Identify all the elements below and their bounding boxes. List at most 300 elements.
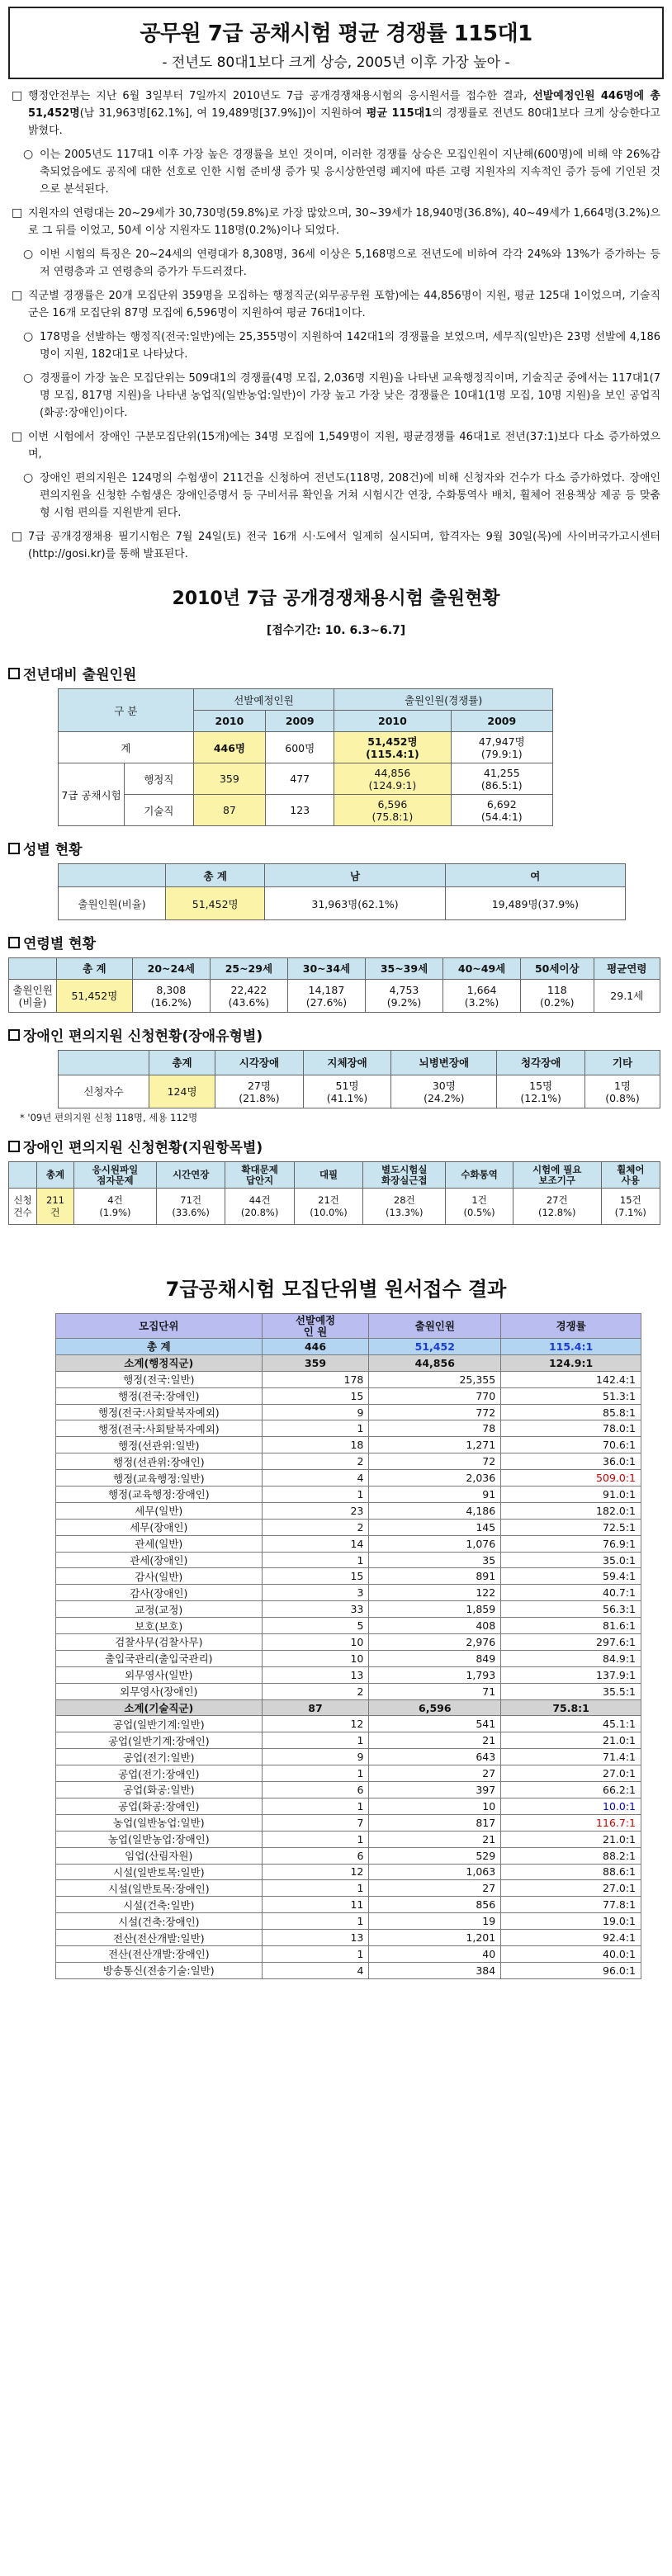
paragraph [12, 528, 660, 563]
table-row [56, 1666, 641, 1683]
table-cell: 15건 (7.1%) [601, 1189, 660, 1225]
table-row [9, 1189, 660, 1225]
header-cell: 경쟁률 [501, 1314, 641, 1339]
table-cell: 44건 (20.8%) [225, 1189, 294, 1225]
table-cell: 122 [369, 1585, 501, 1601]
table-cell: 1명 (0.8%) [584, 1075, 660, 1108]
heading-age: 연령별 현황 [8, 932, 664, 952]
table-cell: 10 [262, 1634, 369, 1651]
table-cell: 70.6:1 [501, 1437, 641, 1453]
table-cell: 공업(화공:일반) [56, 1782, 263, 1798]
header-cell [59, 1051, 149, 1075]
paragraph-text: 직군별 경쟁률은 20개 모집단위 359명을 모집하는 행정직군(외무공무원 포함)에는 44,856명이 지원, 평균 125대 1이었으며, 기술직군은 16개 모집단위 87명 모집에 6,596명이 지원하여 평균 76대1이다. [28, 290, 660, 319]
table-cell: 행정(전국:사회탈북자예외) [56, 1420, 263, 1437]
table-row [56, 1962, 641, 1978]
header-cell: 2009 [266, 711, 334, 732]
table-cell: 농업(일반농업:일반) [56, 1814, 263, 1831]
table-cell: 477 [266, 763, 334, 795]
table-cell: 15 [262, 1387, 369, 1404]
header-cell: 응시원파일 점자문제 [73, 1162, 156, 1189]
table-cell: 849 [369, 1650, 501, 1666]
circle-bullet-icon: ○ [23, 471, 34, 484]
table-cell: 15명 (12.1%) [497, 1075, 585, 1108]
table-cell: 75.8:1 [501, 1699, 641, 1716]
table-cell: 검찰사무(검찰사무) [56, 1634, 263, 1651]
table-cell: 2 [262, 1683, 369, 1699]
table-cell: 4,753 (9.2%) [365, 980, 442, 1013]
table-cell: 51명 (41.1%) [303, 1075, 391, 1108]
table-cell: 15 [262, 1568, 369, 1585]
table-cell: 2 [262, 1519, 369, 1535]
header-cell: 시간연장 [156, 1162, 225, 1189]
table-cell: 211 건 [37, 1189, 74, 1225]
header-cell: 시험에 필요 보조기구 [513, 1162, 601, 1189]
table-cell: 4,186 [369, 1502, 501, 1519]
table-cell: 384 [369, 1962, 501, 1978]
table-cell: 행정(선관위:장애인) [56, 1453, 263, 1470]
table-cell: 공업(전기:일반) [56, 1749, 263, 1765]
header-cell: 수화통역 [446, 1162, 513, 1189]
table-cell: 공업(일반기계:일반) [56, 1716, 263, 1732]
table-row [56, 1453, 641, 1470]
table-row [56, 1552, 641, 1568]
table-row [56, 1470, 641, 1487]
table-cell: 118 (0.2%) [521, 980, 594, 1013]
header-cell: 확대문제 답안지 [225, 1162, 294, 1189]
table-cell: 397 [369, 1782, 501, 1798]
table-cell: 45.1:1 [501, 1716, 641, 1732]
square-bullet-icon: □ [12, 430, 23, 443]
table-cell: 72.5:1 [501, 1519, 641, 1535]
paragraph [12, 287, 660, 322]
square-icon [8, 668, 20, 679]
table-cell: 51.3:1 [501, 1387, 641, 1404]
table-cell: 856 [369, 1897, 501, 1913]
table-row [56, 1487, 641, 1503]
header-cell: 40~49세 [443, 958, 521, 980]
header-cell: 여 [445, 864, 625, 887]
paragraph [12, 146, 660, 198]
table-row [56, 1732, 641, 1749]
disability-type-table [58, 1050, 660, 1108]
table-cell: 1건 (0.5%) [446, 1189, 513, 1225]
table-cell: 1 [262, 1913, 369, 1930]
table-cell: 계 [59, 732, 194, 763]
table-cell: 78.0:1 [501, 1420, 641, 1437]
header-cell: 2010 [334, 711, 451, 732]
table-cell: 21.0:1 [501, 1831, 641, 1847]
table-cell: 509.0:1 [501, 1470, 641, 1487]
header-cell [59, 864, 166, 887]
table-row [56, 1897, 641, 1913]
table-cell: 91.0:1 [501, 1487, 641, 1503]
table-cell: 관세(장애인) [56, 1552, 263, 1568]
table-cell: 14,187 (27.6%) [287, 980, 365, 1013]
heading-gender: 성별 현황 [8, 838, 664, 858]
table-cell: 행정직 [125, 763, 194, 795]
table-cell: 182.0:1 [501, 1502, 641, 1519]
table-cell: 방송통신(전송기술:일반) [56, 1962, 263, 1978]
header-row [56, 1314, 641, 1339]
table-cell: 51,452명 [166, 887, 265, 920]
table-row [56, 1519, 641, 1535]
table-row [56, 1913, 641, 1930]
header-cell: 대필 [294, 1162, 362, 1189]
table-cell: 1 [262, 1732, 369, 1749]
paragraph-text: 지원자의 연령대는 20~29세가 30,730명(59.8%)로 가장 많았으며, 30~39세가 18,940명(36.8%), 40~49세가 1,664명(3.2%)으로 그 뒤를 이었고, 50세 이상 지원자도 118명(0.2%)이나 되었다. [28, 207, 660, 237]
results-title: 7급공채시험 모집단위별 원서접수 결과 [165, 1278, 507, 1301]
header-cell: 20~24세 [132, 958, 210, 980]
paragraph [12, 246, 660, 281]
header-cell: 별도시험실 화장실근접 [363, 1162, 446, 1189]
table-cell: 72 [369, 1453, 501, 1470]
table-cell: 40.7:1 [501, 1585, 641, 1601]
header-cell: 출원인원 [369, 1314, 501, 1339]
header-cell: 남 [265, 864, 445, 887]
table-cell: 1,793 [369, 1666, 501, 1683]
table-cell: 공업(화공:장애인) [56, 1798, 263, 1814]
table-cell: 30명 (24.2%) [391, 1075, 497, 1108]
square-icon [8, 843, 20, 854]
table-cell: 92.4:1 [501, 1930, 641, 1946]
table-cell: 78 [369, 1420, 501, 1437]
table-cell: 관세(일반) [56, 1535, 263, 1552]
table-cell: 87 [262, 1699, 369, 1716]
header-cell: 뇌병변장애 [391, 1051, 497, 1075]
heading-yearly-comparison: 전년대비 출원인원 [8, 663, 664, 683]
table-cell: 25,355 [369, 1371, 501, 1387]
circle-bullet-icon: ○ [23, 330, 34, 343]
paragraph-text: 178명을 선발하는 행정직(전국:일반)에는 25,355명이 지원하여 142대1의 경쟁률을 보였으며, 세무직(일반)은 23명 선발에 4,186명이 지원, 182대1로 나타났다. [40, 331, 660, 361]
header-cell: 총계 [149, 1051, 215, 1075]
table-cell: 35 [369, 1552, 501, 1568]
table-row [9, 980, 660, 1013]
table-cell: 12 [262, 1864, 369, 1880]
table-cell: 124.9:1 [501, 1354, 641, 1371]
table-cell: 외무영사(일반) [56, 1666, 263, 1683]
table-cell: 27명 (21.8%) [215, 1075, 304, 1108]
table-row [56, 1535, 641, 1552]
table-cell: 19.0:1 [501, 1913, 641, 1930]
table-cell: 행정(선관위:일반) [56, 1437, 263, 1453]
table-cell: 4건 (1.9%) [73, 1189, 156, 1225]
table-cell: 21 [369, 1732, 501, 1749]
table-cell: 행정(교육행정:장애인) [56, 1487, 263, 1503]
table-cell: 출원인원 (비율) [9, 980, 57, 1013]
table-cell: 1,859 [369, 1601, 501, 1618]
table-cell: 1 [262, 1765, 369, 1782]
table-row [56, 1831, 641, 1847]
table-cell: 임업(산림자원) [56, 1847, 263, 1864]
table-row [59, 1075, 660, 1108]
header-cell: 총 계 [166, 864, 265, 887]
table-cell: 33 [262, 1601, 369, 1618]
table-cell: 시설(건축:장애인) [56, 1913, 263, 1930]
paragraph [12, 428, 660, 463]
table-cell: 23 [262, 1502, 369, 1519]
table-cell: 1,076 [369, 1535, 501, 1552]
table-cell: 세무(장애인) [56, 1519, 263, 1535]
table-cell: 359 [193, 763, 266, 795]
heading-disability-type: 장애인 편의지원 신청현황(장애유형별) [8, 1024, 664, 1045]
table-cell: 총 계 [56, 1339, 263, 1355]
table-cell: 6 [262, 1782, 369, 1798]
square-icon [8, 937, 20, 948]
table-row [56, 1568, 641, 1585]
table-cell: 27 [369, 1765, 501, 1782]
table-cell: 40 [369, 1945, 501, 1962]
table-cell: 36.0:1 [501, 1453, 641, 1470]
page [0, 7, 672, 1979]
table-row [56, 1814, 641, 1831]
paragraph [12, 205, 660, 239]
header-cell: 지체장애 [303, 1051, 391, 1075]
table-cell: 22,422 (43.6%) [210, 980, 287, 1013]
table-cell: 1,664 (3.2%) [443, 980, 521, 1013]
header-cell: 50세이상 [521, 958, 594, 980]
table-cell: 5 [262, 1618, 369, 1634]
table-row [56, 1437, 641, 1453]
table-cell: 3 [262, 1585, 369, 1601]
header-cell: 총 계 [57, 958, 133, 980]
table-cell: 446명 [193, 732, 266, 763]
table-cell: 27 [369, 1880, 501, 1897]
table-row [56, 1749, 641, 1765]
table-cell: 10 [369, 1798, 501, 1814]
header-row [9, 1162, 660, 1189]
table-cell: 297.6:1 [501, 1634, 641, 1651]
table-cell: 40.0:1 [501, 1945, 641, 1962]
table-cell: 9 [262, 1749, 369, 1765]
paragraph-text: 장애인 편의지원은 124명의 수험생이 211건을 신청하여 전년도(118명, 208건)에 비해 신청자와 건수가 다소 증가하였다. 장애인 편의지원을 신청한 수험생은 장애인증명서 등 구비서류 확인을 거쳐 시험시간 연장, 수화통역사 배치, 휠체어 전용책상 제공 등 맞춤형 시험 편의를 지원받게 된다. [40, 472, 660, 519]
table-cell: 84.9:1 [501, 1650, 641, 1666]
paragraph [12, 328, 660, 363]
table-row [56, 1765, 641, 1782]
yearly-comparison-table [58, 688, 553, 826]
table-cell: 96.0:1 [501, 1962, 641, 1978]
table-cell: 전산(전산개발:일반) [56, 1930, 263, 1946]
table-cell: 7 [262, 1814, 369, 1831]
table-cell: 76.9:1 [501, 1535, 641, 1552]
table-cell: 공업(일반기계:장애인) [56, 1732, 263, 1749]
table-cell: 137.9:1 [501, 1666, 641, 1683]
table-cell: 891 [369, 1568, 501, 1585]
table-cell: 신청 건수 [9, 1189, 37, 1225]
table-cell: 145 [369, 1519, 501, 1535]
header-cell [9, 958, 57, 980]
table-cell: 4 [262, 1962, 369, 1978]
table-row [56, 1634, 641, 1651]
table-cell: 56.3:1 [501, 1601, 641, 1618]
header-row [59, 1051, 660, 1075]
table-cell: 71건 (33.6%) [156, 1189, 225, 1225]
table-cell: 10 [262, 1650, 369, 1666]
table-cell: 기술직 [125, 795, 194, 826]
header-cell: 기타 [584, 1051, 660, 1075]
table-row [56, 1371, 641, 1387]
table-row [56, 1650, 641, 1666]
table-cell: 1 [262, 1798, 369, 1814]
table-row [56, 1864, 641, 1880]
table-cell: 59.4:1 [501, 1568, 641, 1585]
table-cell: 1,063 [369, 1864, 501, 1880]
table-row [56, 1716, 641, 1732]
table-cell: 출원인원(비율) [59, 887, 166, 920]
table-cell: 2,036 [369, 1470, 501, 1487]
table-cell: 9 [262, 1404, 369, 1420]
table-cell: 87 [193, 795, 266, 826]
application-period: [접수기간: 10. 6.3~6.7] [266, 624, 406, 637]
table-cell: 6,596 (75.8:1) [334, 795, 451, 826]
table-cell: 41,255 (86.5:1) [451, 763, 552, 795]
square-bullet-icon: □ [12, 89, 23, 102]
table-cell: 행정(전국:일반) [56, 1371, 263, 1387]
note: * '09년 편의지원 신청 118명, 세용 112명 [20, 1112, 198, 1123]
header-cell: 시각장애 [215, 1051, 304, 1075]
table-cell: 71.4:1 [501, 1749, 641, 1765]
table-cell: 359 [262, 1354, 369, 1371]
table-row [56, 1404, 641, 1420]
paragraph-text: 행정안전부는 지난 6월 3일부터 7일까지 2010년도 7급 공개경쟁채용시험의 응시원서를 접수한 결과, 선발예정인원 446명에 총 51,452명(남 31,963명[62.1%], 여 19,489명[37.9%])이 지원하여 평균 115대1의 경쟁률로 전년도 80대1보다 크게 상승한다고 밝혔다. [28, 90, 660, 137]
circle-bullet-icon: ○ [23, 371, 34, 385]
header-cell: 2009 [451, 711, 552, 732]
square-bullet-icon: □ [12, 530, 23, 543]
support-items-table [8, 1161, 660, 1225]
table-cell: 19,489명(37.9%) [445, 887, 625, 920]
table-cell: 행정(전국:장애인) [56, 1387, 263, 1404]
paragraph [12, 370, 660, 422]
table-cell: 772 [369, 1404, 501, 1420]
table-row [56, 1339, 641, 1355]
table-cell: 21.0:1 [501, 1732, 641, 1749]
table-cell: 18 [262, 1437, 369, 1453]
header-cell: 선발예정인원 [193, 689, 334, 711]
table-row [56, 1502, 641, 1519]
table-row [56, 1699, 641, 1716]
table-cell: 47,947명 (79.9:1) [451, 732, 552, 763]
table-cell: 감사(장애인) [56, 1585, 263, 1601]
paragraph [12, 87, 660, 139]
table-cell: 66.2:1 [501, 1782, 641, 1798]
table-row [56, 1585, 641, 1601]
paragraph-text: 경쟁률이 가장 높은 모집단위는 509대1의 경쟁률(4명 모집, 2,036명 지원)을 나타낸 교육행정직이며, 기술직군 중에서는 117대1(7명 모집, 817명 지원)을 나타낸 농업직(일반농업:일반)이 가장 높고 가장 낮은 경쟁률은 10대1(1명 모집, 10명 지원)을 보인 공업직(화공:장애인)이다. [40, 372, 660, 419]
table-cell: 77.8:1 [501, 1897, 641, 1913]
table-cell: 출입국관리(출입국관리) [56, 1650, 263, 1666]
title-box [8, 7, 664, 79]
results-by-unit-table [55, 1313, 641, 1979]
table-cell: 446 [262, 1339, 369, 1355]
table-cell: 보호(보호) [56, 1618, 263, 1634]
table-cell: 21건 (10.0%) [294, 1189, 362, 1225]
table-cell: 신청자수 [59, 1075, 149, 1108]
table-cell: 행정(전국:사회탈북자예외) [56, 1404, 263, 1420]
table-cell: 81.6:1 [501, 1618, 641, 1634]
table-cell: 88.2:1 [501, 1847, 641, 1864]
table-row [56, 1618, 641, 1634]
gender-table [58, 863, 626, 920]
table-row [56, 1354, 641, 1371]
table-cell: 6,596 [369, 1699, 501, 1716]
table-row [56, 1945, 641, 1962]
table-cell: 전산(전산개발:장애인) [56, 1945, 263, 1962]
summary-bullets [8, 79, 664, 563]
table-cell: 44,856 (124.9:1) [334, 763, 451, 795]
table-row [56, 1782, 641, 1798]
table-cell: 외무영사(장애인) [56, 1683, 263, 1699]
table-cell: 91 [369, 1487, 501, 1503]
age-table [8, 957, 660, 1013]
table-cell: 115.4:1 [501, 1339, 641, 1355]
table-row [56, 1930, 641, 1946]
table-row [56, 1420, 641, 1437]
table-cell: 1 [262, 1831, 369, 1847]
table-cell: 44,856 [369, 1354, 501, 1371]
header-cell: 선발예정 인 원 [262, 1314, 369, 1339]
table-cell: 13 [262, 1930, 369, 1946]
table-cell: 27.0:1 [501, 1880, 641, 1897]
table-cell: 27건 (12.8%) [513, 1189, 601, 1225]
paragraph-text: 이번 시험의 특징은 20~24세의 연령대가 8,308명, 36세 이상은 5,168명으로 전년도에 비하여 각각 24%와 13%가 증가하는 등 저 연령층과 고 연령층의 증가가 두드러졌다. [40, 248, 660, 278]
table-row [56, 1847, 641, 1864]
table-cell: 6 [262, 1847, 369, 1864]
table-cell: 51,452명 (115.4:1) [334, 732, 451, 763]
table-cell: 6,692 (54.4:1) [451, 795, 552, 826]
header-cell: 청각장애 [497, 1051, 585, 1075]
header-cell: 30~34세 [287, 958, 365, 980]
header-cell: 35~39세 [365, 958, 442, 980]
table-cell: 817 [369, 1814, 501, 1831]
table-cell: 71 [369, 1683, 501, 1699]
table-cell: 7급 공채시험 [59, 763, 125, 826]
table-row [56, 1601, 641, 1618]
page-title: 공무원 7급 공채시험 평균 경쟁률 115대1 [140, 21, 532, 46]
table-cell: 19 [369, 1913, 501, 1930]
table-cell: 소계(행정직군) [56, 1354, 263, 1371]
paragraph [12, 470, 660, 522]
table-cell: 85.8:1 [501, 1404, 641, 1420]
table-cell: 1,271 [369, 1437, 501, 1453]
table-cell: 27.0:1 [501, 1765, 641, 1782]
table-cell: 2 [262, 1453, 369, 1470]
heading-support-items: 장애인 편의지원 신청현황(지원항목별) [8, 1136, 664, 1156]
circle-bullet-icon: ○ [23, 148, 34, 161]
table-cell: 51,452명 [57, 980, 133, 1013]
square-bullet-icon: □ [12, 206, 23, 220]
table-row [56, 1683, 641, 1699]
table-cell: 178 [262, 1371, 369, 1387]
table-cell: 14 [262, 1535, 369, 1552]
table-cell: 4 [262, 1470, 369, 1487]
table-row [56, 1798, 641, 1814]
table-cell: 10.0:1 [501, 1798, 641, 1814]
table-cell: 643 [369, 1749, 501, 1765]
header-cell: 구 분 [59, 689, 194, 732]
table-row [56, 1387, 641, 1404]
table-cell: 8,308 (16.2%) [132, 980, 210, 1013]
header-cell: 2010 [193, 711, 266, 732]
header-cell: 휠체어 사용 [601, 1162, 660, 1189]
table-cell: 12 [262, 1716, 369, 1732]
header-cell: 평균연령 [594, 958, 660, 980]
table-cell: 541 [369, 1716, 501, 1732]
table-cell: 770 [369, 1387, 501, 1404]
table-cell: 1 [262, 1420, 369, 1437]
table-cell: 2,976 [369, 1634, 501, 1651]
table-cell: 1 [262, 1880, 369, 1897]
table-cell: 시설(일반토목:일반) [56, 1864, 263, 1880]
header-cell: 모집단위 [56, 1314, 263, 1339]
table-cell: 28건 (13.3%) [363, 1189, 446, 1225]
